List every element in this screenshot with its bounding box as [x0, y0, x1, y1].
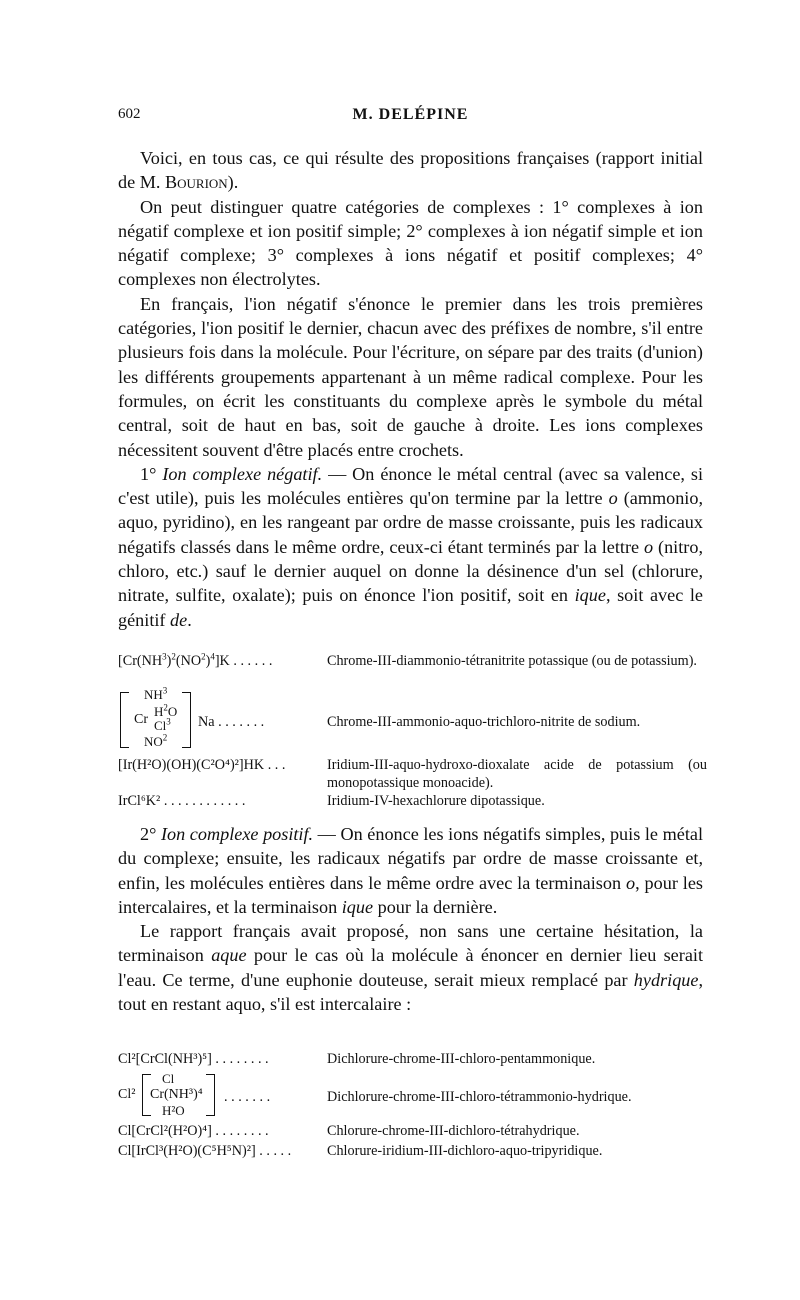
compound-name: Dichlorure-chrome-III-chloro-pentammonique.	[327, 1051, 596, 1067]
paragraph-hydrique: Le rapport français avait proposé, non sans une certaine hésitation, la terminaison aque pour le cas où la molécule à énoncer en dernier lieu serait l'eau. Ce terme, d'une euphonie douteuse, serait mieux remplacé par hydrique, tout en restant aquo, s'il est intercalaire :	[118, 921, 703, 1015]
formula-dots: . . . . . . .	[224, 1089, 271, 1105]
compound-name: Dichlorure-chrome-III-chloro-tétrammonio-hydrique.	[327, 1089, 632, 1105]
compound-name: Chlorure-chrome-III-dichloro-tétrahydrique.	[327, 1123, 580, 1139]
example-row	[118, 1070, 718, 1122]
paragraph-positive-complex: 2° Ion complexe positif. — On énonce les ions négatifs simples, puis le métal du complexe; ensuite, les radicaux négatifs par ordre de masse croissante et, enfin, les molécules entières dans le même ordre avec la terminaison o, pour les intercalaires, et la terminaison ique pour la dernière.	[118, 824, 703, 917]
example-row	[118, 685, 718, 756]
running-header	[118, 106, 703, 130]
body-text-continued	[118, 822, 703, 1016]
formula: Cl[CrCl²(H²O)⁴] . . . . . . . .	[118, 1123, 269, 1139]
body-text	[118, 146, 703, 632]
compound-name: Iridium-IV-hexachlorure dipotassique.	[327, 793, 545, 809]
formula: IrCl⁶K² . . . . . . . . . . . .	[118, 793, 246, 809]
paragraph-categories: On peut distinguer quatre catégories de complexes : 1° complexes à ion négatif complexe et ion positif simple; 2° complexes à ion négatif simple et ion négatif complexe; 3° complexes à ions négatif et positif complexes; 4° complexes non électrolytes.	[118, 196, 703, 290]
compound-name: Chlorure-iridium-III-dichloro-aquo-tripyridique.	[327, 1143, 603, 1159]
compound-name: Iridium-III-aquo-hydroxo-dioxalate acide de potassium (ou monopotassique monoacide).	[327, 757, 707, 791]
formula-tail: Na . . . . . . .	[198, 714, 265, 730]
compound-name: Chrome-III-diammonio-tétranitrite potassique (ou de potassium).	[327, 653, 697, 669]
examples-table-positive	[118, 1050, 718, 1162]
paragraph-intro: Voici, en tous cas, ce qui résulte des propositions françaises (rapport initial de M. Bourion).	[118, 148, 703, 193]
examples-table-negative	[118, 652, 718, 810]
structural-formula: Cl² Cl Cr(NH³)⁴ H²O	[118, 1070, 228, 1120]
formula: Cl[IrCl³(H²O)(C⁵H⁵N)²] . . . . .	[118, 1143, 292, 1159]
example-row	[118, 1122, 718, 1142]
formula: [Ir(H²O)(OH)(C²O⁴)²]HK . . .	[118, 757, 286, 773]
author-header: M. DELÉPINE	[352, 106, 469, 123]
formula: $[Cr(NH^3)^2(NO^2)^4]K$ . . . . . .	[118, 651, 273, 669]
section-title-negative: Ion complexe négatif.	[162, 463, 323, 484]
structural-formula: $NH^3$ Cr $H^2O$ Cl$^3$ $NO^2$	[118, 688, 218, 752]
author-name: Bourion	[164, 172, 228, 193]
paragraph-french-rules: En français, l'ion négatif s'énonce le premier dans les trois premières catégories, l'ion positif le dernier, chacun avec des préfixes de nombre, s'il entre plusieurs fois dans la molécule. Pour l'écriture, on sépare par des traits (d'union) les différents groupements appartenant à un même radical complexe. Pour les formules, on écrit les constituants du complexe après le symbole du métal central, soit de haut en bas, soit de gauche à droite. Les ions complexes nécessitent souvent d'être placés entre crochets.	[118, 293, 703, 460]
example-row	[118, 792, 718, 810]
paragraph-negative-complex: 1° Ion complexe négatif. — On énonce le métal central (avec sa valence, si c'est utile), puis les molécules entières qu'on termine par la lettre o (ammonio, aquo, pyridino), en les rangeant par ordre de masse croissante, puis les radicaux négatifs classés dans le même ordre, ceux-ci étant terminés par la lettre o (nitro, chloro, etc.) sauf le dernier auquel on donne la désinence d'un sel (chlorure, nitrate, sulfite, oxalate); puis on énonce l'ion positif, soit en ique, soit avec le génitif de.	[118, 463, 704, 630]
compound-name: Chrome-III-ammonio-aquo-trichloro-nitrite de sodium.	[327, 714, 641, 730]
section-title-positive: Ion complexe positif.	[160, 824, 314, 844]
example-row	[118, 756, 718, 792]
example-row	[118, 652, 718, 688]
formula: Cl²[CrCl(NH³)⁵] . . . . . . . .	[118, 1051, 269, 1067]
example-row	[118, 1142, 718, 1162]
page-number: 602	[118, 106, 141, 122]
example-row	[118, 1050, 718, 1070]
